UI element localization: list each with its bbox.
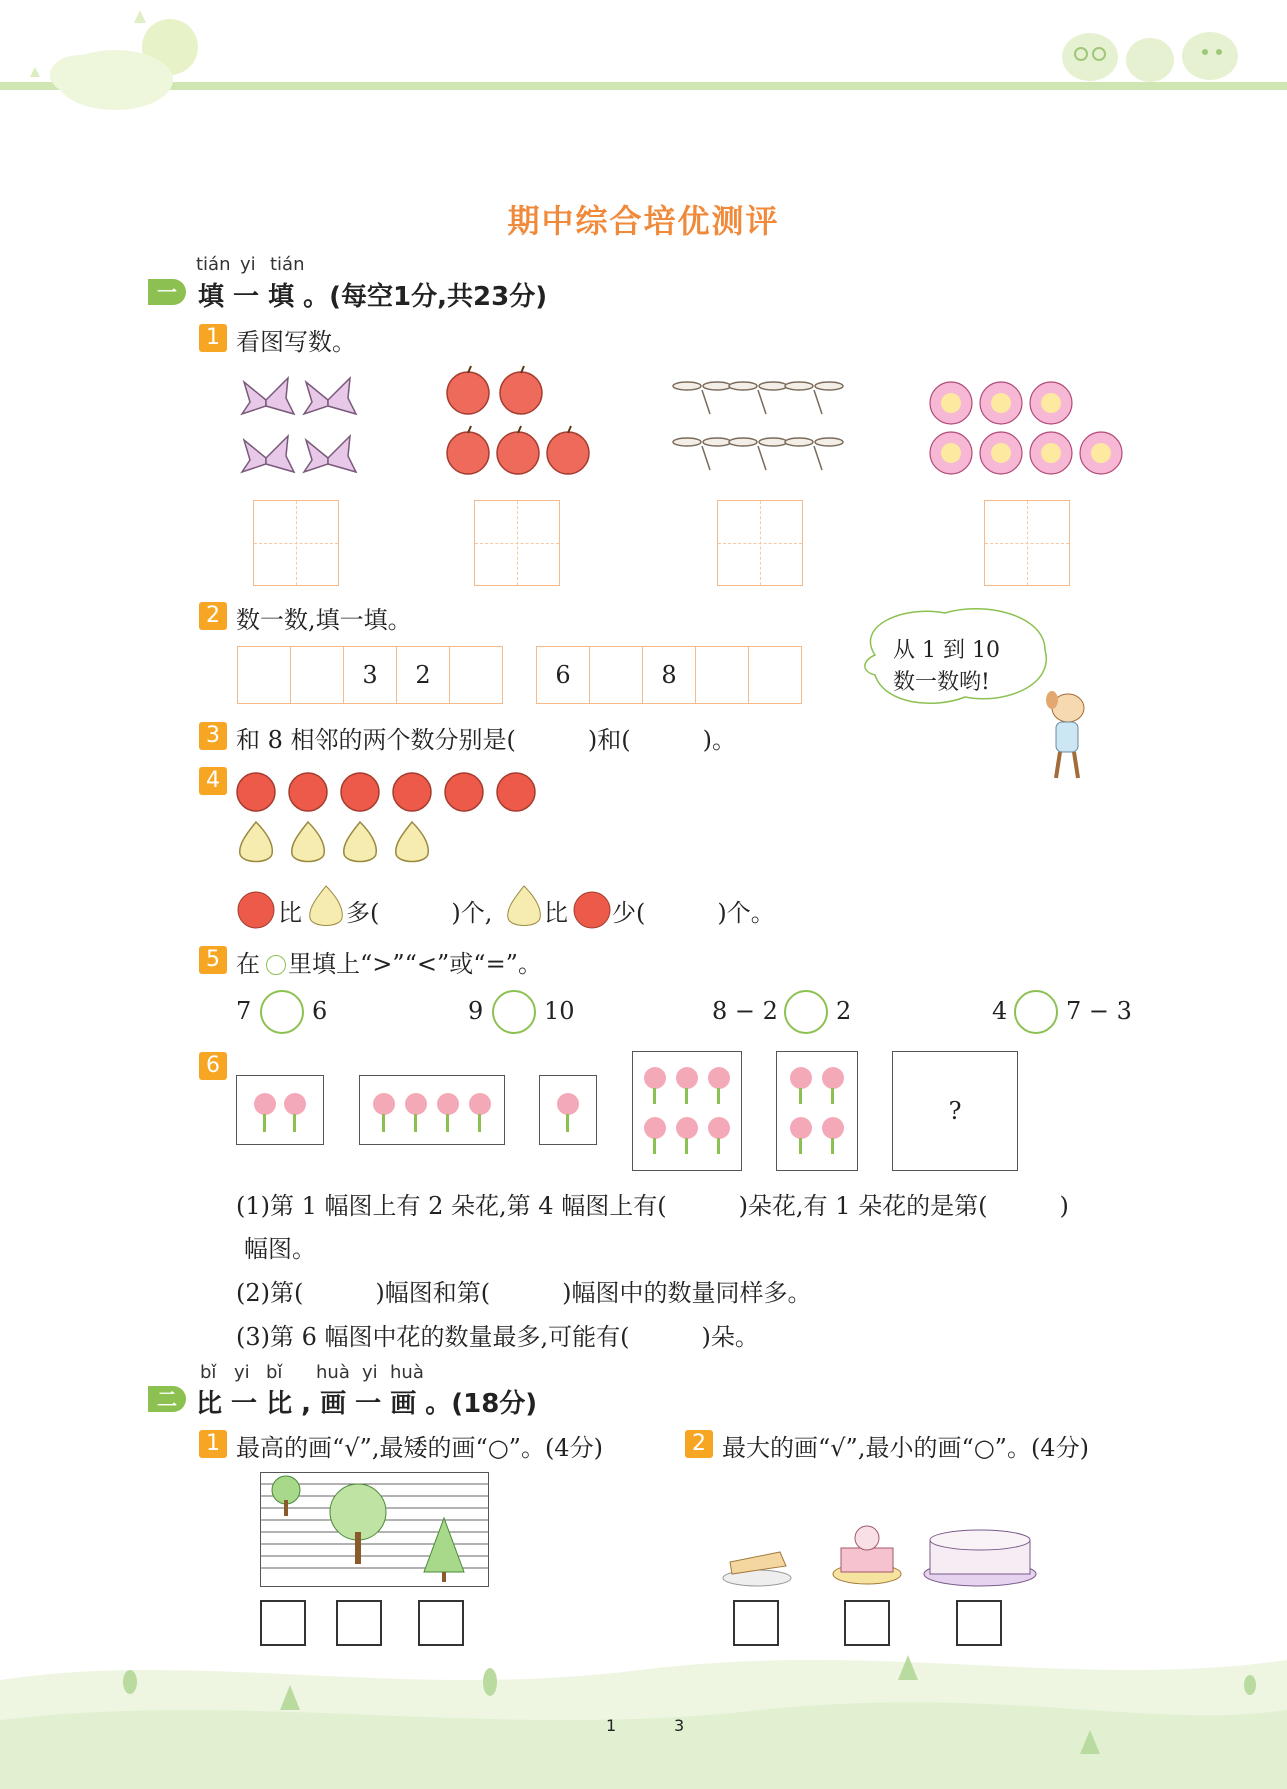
flower-picture-1 (236, 1075, 324, 1145)
strip2-cell[interactable] (590, 647, 643, 703)
strip1-cell[interactable] (291, 647, 344, 703)
flower-picture-6: ? (892, 1051, 1018, 1171)
flower-picture-3 (539, 1075, 597, 1145)
flower-picture-2 (359, 1075, 505, 1145)
strip2-cell[interactable] (749, 647, 801, 703)
trees-picture (260, 1472, 490, 1588)
dragonflies-image (672, 372, 852, 482)
strip1-cell: 3 (344, 647, 397, 703)
pinyin-9: huà (390, 1362, 424, 1383)
pinyin-5: yi (234, 1362, 250, 1383)
strip2-cell: 6 (537, 647, 590, 703)
page-number-left: 1 (606, 1716, 617, 1735)
pear-icon (504, 882, 544, 928)
compare-left: 9 (468, 997, 484, 1025)
compare-circle[interactable] (492, 990, 536, 1034)
pinyin-7: huà (316, 1362, 350, 1383)
sun-cloud-decoration (20, 5, 200, 115)
q6-line-2: (2)第( )幅图和第( )幅图中的数量同样多。 (236, 1279, 812, 1307)
strip1-cell[interactable] (450, 647, 502, 703)
apples-image (440, 365, 600, 480)
pinyin-1: tián (196, 254, 231, 275)
pears-row (236, 818, 436, 868)
bubble-line-1: 从 1 到 10 (893, 638, 1000, 663)
s2-question-text-1: 最高的画“√”,最矮的画“○”。(4分) (236, 1434, 603, 1462)
q5-text-a: 在 (236, 950, 260, 978)
question-number-1: 1 (199, 324, 227, 352)
q4-text-2: 多( )个, (346, 899, 493, 927)
compare-left: 8 − 2 (712, 997, 778, 1025)
compare-left: 4 (992, 997, 1008, 1025)
answer-grid-3[interactable] (717, 500, 803, 586)
answer-grid-2[interactable] (474, 500, 560, 586)
pinyin-8: yi (362, 1362, 378, 1383)
bubble-line-2: 数一数哟! (893, 670, 990, 695)
q4-text-4: 少( )个。 (612, 899, 775, 927)
strip1-cell: 2 (397, 647, 450, 703)
compare-circle[interactable] (784, 990, 828, 1034)
number-strip-2 (536, 646, 802, 704)
q6-line-1b: 幅图。 (244, 1235, 316, 1263)
apple-icon (236, 886, 276, 930)
cakes-picture (720, 1512, 1050, 1592)
q5-text-b: 里填上“>”“<”或“=”。 (288, 950, 542, 978)
butterflies-image (236, 370, 366, 490)
q4-text-1: 比 (278, 899, 302, 927)
question-text-1: 看图写数。 (236, 328, 356, 356)
compare-right: 10 (544, 997, 575, 1025)
answer-grid-1[interactable] (253, 500, 339, 586)
animal-faces-decoration (1055, 22, 1255, 84)
compare-right: 2 (836, 997, 852, 1025)
apples-row (236, 766, 546, 816)
strip2-cell: 8 (643, 647, 696, 703)
pinyin-2: yi (240, 254, 256, 275)
s2-question-number-2: 2 (685, 1430, 713, 1458)
footer-hills-decoration (0, 1640, 1287, 1789)
strip1-cell[interactable] (238, 647, 291, 703)
s2-question-number-1: 1 (199, 1430, 227, 1458)
apple-icon (572, 886, 612, 930)
question-number-3: 3 (199, 722, 227, 750)
question-text-3: 和 8 相邻的两个数分别是( )和( )。 (236, 726, 736, 754)
q6-line-1: (1)第 1 幅图上有 2 朵花,第 4 幅图上有( )朵花,有 1 朵花的是第( ) (236, 1192, 1069, 1220)
s2-question-text-2: 最大的画“√”,最小的画“○”。(4分) (722, 1434, 1089, 1462)
question-number-6: 6 (199, 1052, 227, 1080)
pear-icon (306, 882, 346, 928)
flowers-image (926, 378, 1136, 478)
compare-circle[interactable] (1014, 990, 1058, 1034)
section-title-1: 填 一 填 。(每空1分,共23分) (198, 282, 548, 312)
page-number-right: 3 (674, 1716, 685, 1735)
small-circle-icon (266, 955, 286, 975)
q6-line-3: (3)第 6 幅图中花的数量最多,可能有( )朵。 (236, 1323, 759, 1351)
question-number-4: 4 (199, 767, 227, 795)
flower-picture-5 (776, 1051, 858, 1171)
section-badge-1: 一 (148, 279, 186, 305)
section-title-2: 比 一 比 , 画 一 画 。(18分) (196, 1389, 538, 1419)
number-strip-1 (237, 646, 503, 704)
pinyin-3: tián (270, 254, 305, 275)
strip2-cell[interactable] (696, 647, 749, 703)
section-badge-2: 二 (148, 1386, 186, 1412)
pinyin-4: bǐ (200, 1362, 217, 1383)
compare-left: 7 (236, 997, 252, 1025)
question-text-2: 数一数,填一填。 (236, 606, 412, 634)
page-title: 期中综合培优测评 (507, 202, 780, 240)
cartoon-dog (1038, 688, 1098, 788)
q4-text-3: 比 (544, 899, 568, 927)
answer-grid-4[interactable] (984, 500, 1070, 586)
pinyin-6: bǐ (266, 1362, 283, 1383)
question-number-5: 5 (199, 946, 227, 974)
question-number-2: 2 (199, 602, 227, 630)
compare-circle[interactable] (260, 990, 304, 1034)
compare-right: 6 (312, 997, 328, 1025)
flower-picture-4 (632, 1051, 742, 1171)
compare-right: 7 − 3 (1066, 997, 1132, 1025)
